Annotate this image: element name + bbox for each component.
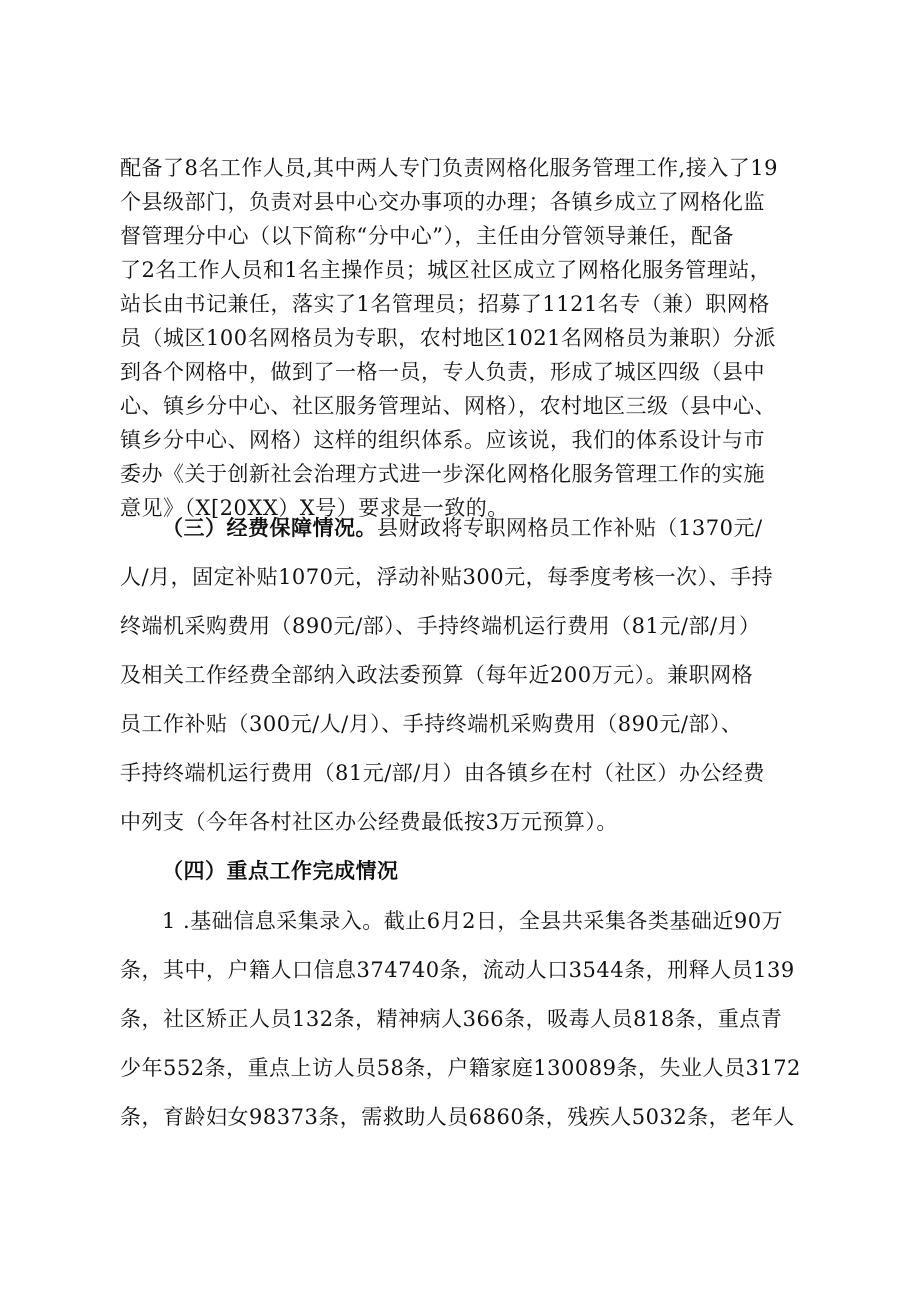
body-text-line: 个县级部门，负责对县中心交办事项的办理；各镇乡成立了网格化监 xyxy=(120,190,765,214)
body-text-line: 委办《关于创新社会治理方式进一步深化网格化服务管理工作的实施 xyxy=(120,462,765,486)
body-text-line: 意见》（X[20XX）X号）要求是一致的。 xyxy=(120,496,509,520)
body-text-line: 站长由书记兼任，落实了1名管理员；招募了1121名专（兼）职网格 xyxy=(120,292,770,316)
body-text-line: 及相关工作经费全部纳入政法委预算（每年近200万元）。兼职网格 xyxy=(120,663,754,687)
body-text-line: 条，其中，户籍人口信息374740条，流动人口3544条，刑释人员139 xyxy=(120,958,795,982)
section-3-first-line xyxy=(162,512,822,542)
body-text-line: 终端机采购费用（890元/部）、手持终端机运行费用（81元/部/月） xyxy=(120,614,761,638)
body-text-line: 到各个网格中，做到了一格一员，专人负责，形成了城区四级（县中 xyxy=(120,360,765,384)
section-3-heading: （三）经费保障情况。 xyxy=(162,516,377,540)
body-text-line: 督管理分中心（以下简称“分中心”），主任由分管领导兼任，配备 xyxy=(120,224,734,248)
body-text-line: 条，社区矫正人员132条，精神病人366条，吸毒人员818条，重点青 xyxy=(120,1007,783,1031)
body-text-line: 配备了8名工作人员,其中两人专门负责网格化服务管理工作,接入了19 xyxy=(120,156,778,180)
body-text-line: 1 .基础信息采集录入。截止6月2日，全县共采集各类基础近90万 xyxy=(162,909,784,933)
body-text-line: 人/月，固定补贴1070元，浮动补贴300元，每季度考核一次）、手持 xyxy=(120,565,774,589)
section-4-heading: （四）重点工作完成情况 xyxy=(162,859,399,883)
body-text-line: 手持终端机运行费用（81元/部/月）由各镇乡在村（社区）办公经费 xyxy=(120,761,765,785)
body-text-line: 条，育龄妇女98373条，需救助人员6860条，残疾人5032条，老年人 xyxy=(120,1105,795,1129)
body-text-line: 少年552条，重点上访人员58条，户籍家庭130089条，失业人员3172 xyxy=(120,1056,801,1080)
body-text-line: 员（城区100名网格员为专职，农村地区1021名网格员为兼职）分派 xyxy=(120,326,777,350)
section-3-first-line-text: 县财政将专职网格员工作补贴（1370元/ xyxy=(377,516,763,540)
body-text-line: 了2名工作人员和1名主操作员；城区社区成立了网格化服务管理站， xyxy=(120,258,772,282)
body-text-line: 镇乡分中心、网格）这样的组织体系。应该说，我们的体系设计与市 xyxy=(120,428,765,452)
body-text-line: 员工作补贴（300元/人/月）、手持终端机采购费用（890元/部）、 xyxy=(120,712,743,736)
body-text-line: 中列支（今年各村社区办公经费最低按3万元预算）。 xyxy=(120,810,618,834)
body-text-line: 心、镇乡分中心、社区服务管理站、网格），农村地区三级（县中心、 xyxy=(120,394,776,418)
